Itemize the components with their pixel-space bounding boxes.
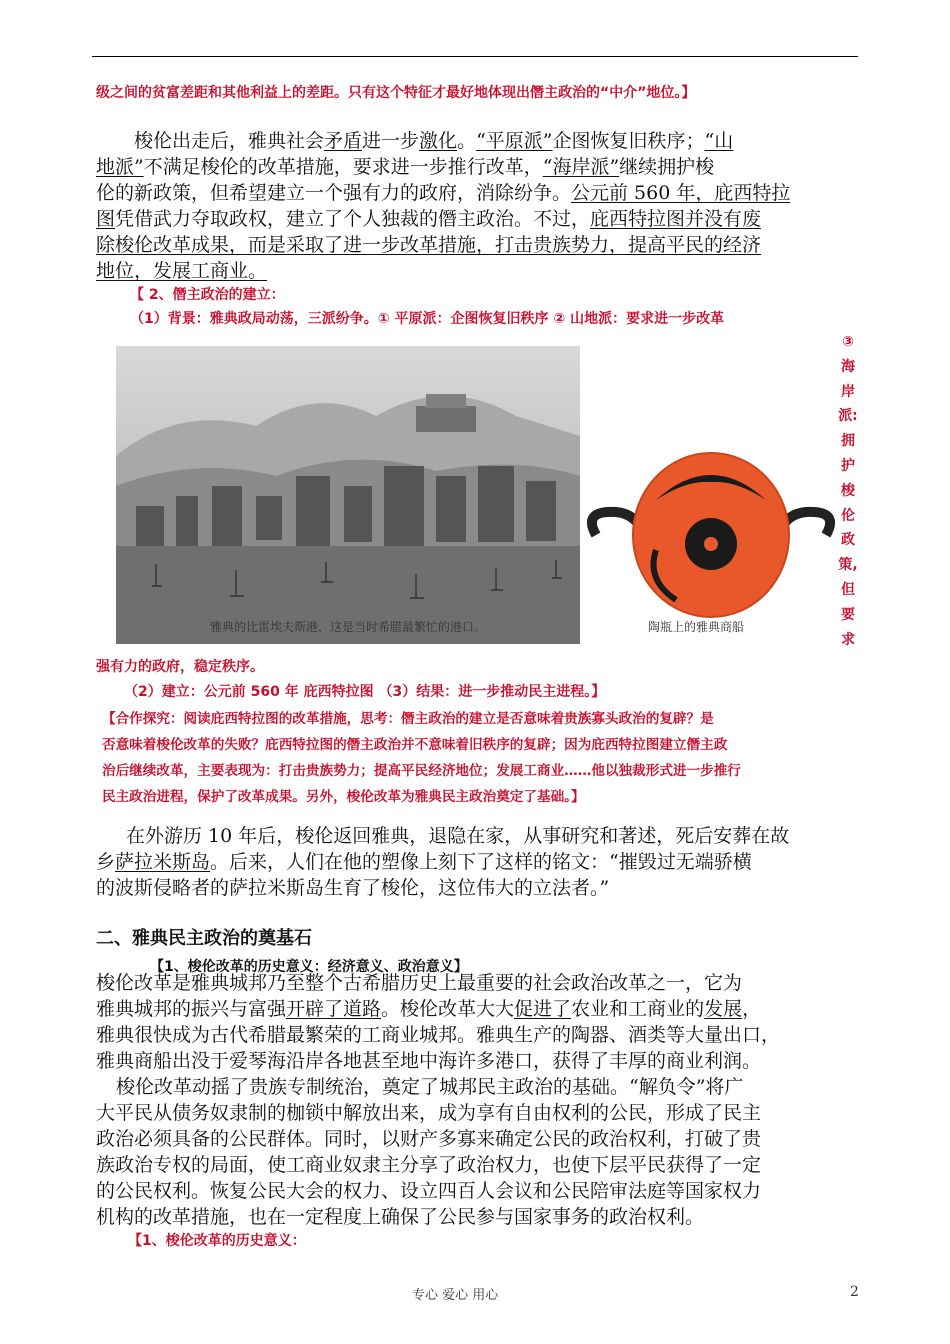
paragraph-2: 在外游历 10 年后，梭伦返回雅典，退隐在家，从事研究和著述，死后安葬在故 乡萨拉米斯岛。后来，人们在他的塑像上刻下了这样的铭文：“摧毁过无端骄横 的波斯侵略者的萨拉米斯岛生育了梭伦，这位伟大的立法者。” — [96, 825, 790, 899]
header-rule — [92, 56, 858, 57]
vertical-note: ③ 海 岸 派: 拥 护 梭 伦 政 策, 但 要 求 — [838, 334, 858, 648]
vase-image — [586, 440, 836, 640]
footer-motto: 专心 爱心 用心 — [412, 1288, 499, 1303]
vase-caption: 陶瓶上的雅典商船 — [648, 620, 745, 634]
note-2-after: 强有力的政府，稳定秩序。 — [96, 659, 264, 675]
significance-paragraph: 梭伦改革是雅典城邦乃至整个古希腊历史上最重要的社会政治改革之一，它为 雅典城邦的振兴与富强开辟了道路。梭伦改革大大促进了农业和工商业的发展， 雅典很快成为古代希腊最繁荣的工商业城邦。雅典生产的陶器、酒类等大量出口， 雅典商船出没于爱琴海沿岸各地甚至地中海许多港口，获得了丰厚的商业利润。 梭伦改革动摇了贵族专制统治，奠定了城邦民主政治的基础。“解负令”将广 大平民从债务奴隶制的枷锁中解放出来，成为享有自由权利的公民，形成了民主 政治必须具备的公民群体。同时，以财产多寡来确定公民的政治权利，打破了贵 族政治专权的局面，使工商业奴隶主分享了政治权力，也使下层平民获得了一定 的公民权利。恢复公民大会的权力、设立四百人会议和公民陪审法庭等国家权力 机构的改革措施，也在一定程度上确保了公民参与国家事务的政治权利。 — [96, 972, 781, 1228]
harbor-illustration — [116, 346, 580, 644]
page-number: 2 — [850, 1284, 859, 1300]
note-2-title: 【 2、僭主政治的建立： — [130, 287, 285, 303]
top-note: 级之间的贫富差距和其他利益上的差距。只有这个特征才最好地体现出僭主政治的“中介”地位。】 — [96, 85, 696, 101]
note-2-background: （1）背景：雅典政局动荡，三派纷争。① 平原派：企图恢复旧秩序 ② 山地派：要求进一步改革 — [130, 311, 725, 327]
paragraph-1: 梭伦出走后，雅典社会矛盾进一步激化。“平原派”企图恢复旧秩序；“山 地派”不满足梭伦的改革措施，要求进一步推行改革，“海岸派”继续拥护梭 伦的新政策，但希望建立一个强有力的政府，消除纷争。公元前 560 年，庇西特拉 图凭借武力夺取政权，建立了个人独裁的僭主政治。不过，庇西特拉图并没有废 除梭伦改革成果，而是采取了进一步改革措施，打击贵族势力，提高平民的经济 地位，发展工商业。 — [96, 130, 791, 282]
vase-illustration — [586, 440, 836, 640]
section-heading: 二、雅典民主政治的奠基石 — [96, 928, 312, 949]
note-2-established: （2）建立：公元前 560 年 庇西特拉图 （3）结果：进一步推动民主进程。】 — [124, 684, 606, 700]
end-note: 【1、梭伦改革的历史意义： — [128, 1233, 306, 1249]
harbor-photo — [116, 346, 580, 644]
cooperative-inquiry: 【合作探究：阅读庇西特拉图的改革措施，思考：僭主政治的建立是否意味着贵族寡头政治的复辟？是 否意味着梭伦改革的失败？庇西特拉图的僭主政治并不意味着旧秩序的复辟；因为庇西特拉图建立僭主政 治后继续改革，主要表现为：打击贵族势力；提高平民经济地位；发展工商业……他以独裁形式进一步推行 民主政治进程，保护了改革成果。另外，梭伦改革为雅典民主政治奠定了基础。】 — [102, 711, 741, 805]
section-subheading: 【1、梭伦改革的历史意义：经济意义、政治意义】 — [150, 959, 468, 975]
harbor-caption: 雅典的比雷埃夫斯港，这是当时希腊最繁忙的港口。 — [210, 620, 487, 634]
